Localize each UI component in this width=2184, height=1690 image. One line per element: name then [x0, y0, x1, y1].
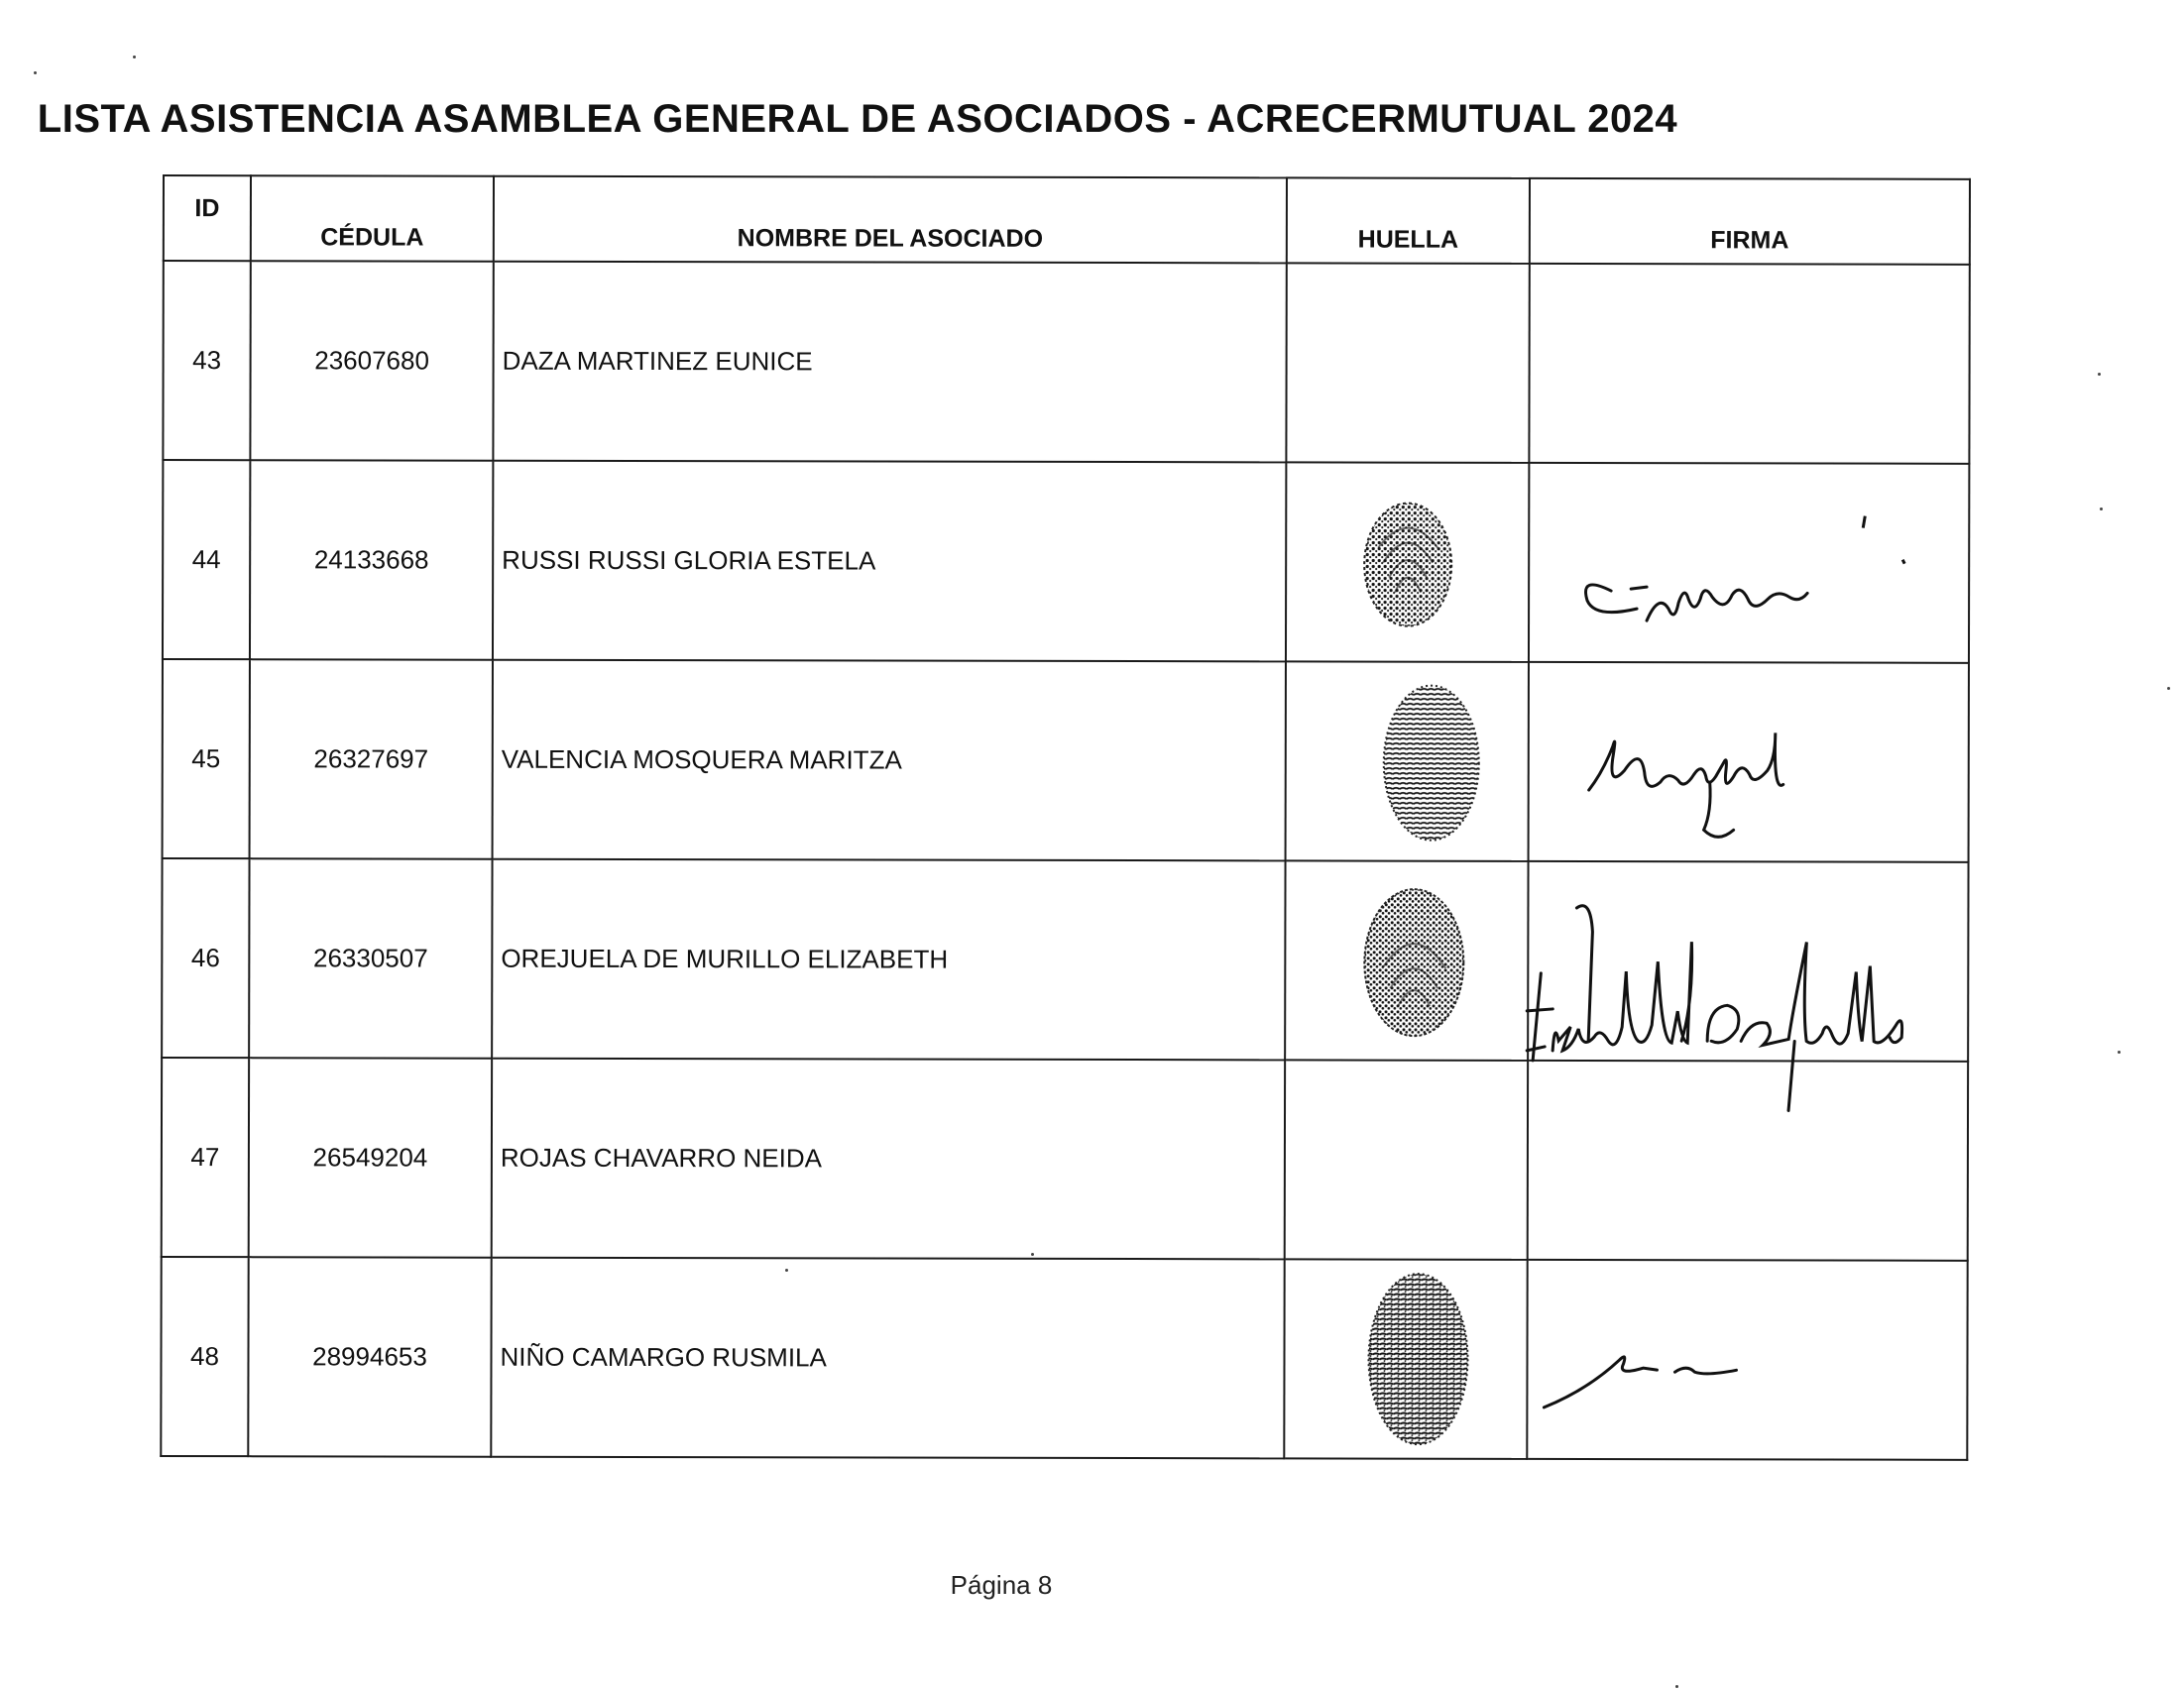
cell-id: 47 — [162, 1058, 249, 1257]
cell-id: 46 — [162, 858, 249, 1058]
cell-cedula: 28994653 — [248, 1257, 491, 1457]
cell-nombre: OREJUELA DE MURILLO ELIZABETH — [492, 859, 1285, 1061]
scan-speck — [1675, 1685, 1678, 1688]
cell-id: 43 — [163, 261, 250, 460]
cell-huella — [1285, 860, 1528, 1061]
header-huella: HUELLA — [1287, 177, 1530, 264]
cell-firma — [1528, 861, 1968, 1062]
cell-huella-empty — [1285, 1060, 1528, 1260]
cell-id: 45 — [163, 659, 250, 858]
cell-firma — [1529, 463, 1969, 663]
cell-firma-empty — [1528, 1061, 1968, 1261]
fingerprint-icon — [1358, 1268, 1477, 1451]
header-cedula: CÉDULA — [251, 175, 494, 262]
scan-speck — [2100, 507, 2103, 510]
header-id: ID — [164, 175, 251, 261]
cell-firma — [1529, 662, 1969, 862]
cell-firma — [1527, 1260, 1967, 1460]
cell-nombre: VALENCIA MOSQUERA MARITZA — [493, 660, 1286, 861]
fingerprint-icon — [1353, 493, 1462, 631]
cell-huella-empty — [1286, 263, 1529, 463]
cell-cedula: 26549204 — [249, 1058, 492, 1258]
cell-nombre: ROJAS CHAVARRO NEIDA — [492, 1059, 1285, 1260]
cell-id: 44 — [163, 460, 250, 659]
table-row — [163, 659, 1969, 862]
attendance-table — [160, 174, 1971, 1461]
table-row — [163, 261, 1969, 464]
cell-cedula: 26327697 — [250, 659, 493, 859]
table-row — [161, 1257, 1967, 1460]
scan-speck — [2098, 373, 2101, 376]
table-row — [162, 858, 1968, 1062]
signature-image — [1530, 663, 1970, 861]
scan-speck — [1031, 1253, 1034, 1256]
fingerprint-icon — [1354, 879, 1473, 1043]
cell-huella — [1284, 1259, 1527, 1459]
header-firma: FIRMA — [1530, 178, 1970, 265]
cell-nombre: DAZA MARTINEZ EUNICE — [493, 262, 1286, 463]
scan-speck — [34, 71, 37, 74]
cell-cedula: 26330507 — [249, 858, 492, 1059]
signature-image — [1528, 1261, 1968, 1459]
cell-nombre: NIÑO CAMARGO RUSMILA — [491, 1258, 1284, 1459]
header-nombre: NOMBRE DEL ASOCIADO — [494, 176, 1287, 264]
cell-id: 48 — [161, 1257, 248, 1456]
cell-cedula: 24133668 — [250, 460, 493, 660]
signature-image — [1530, 464, 1970, 662]
cell-huella — [1286, 661, 1529, 861]
document-title: LISTA ASISTENCIA ASAMBLEA GENERAL DE ASOCIADOS - ACRECERMUTUAL 2024 — [37, 97, 1678, 141]
cell-huella — [1286, 462, 1529, 662]
cell-nombre: RUSSI RUSSI GLORIA ESTELA — [493, 461, 1286, 662]
scan-speck — [2118, 1051, 2121, 1054]
cell-cedula: 23607680 — [250, 261, 493, 461]
scan-speck — [133, 56, 136, 58]
table-row — [162, 1058, 1968, 1261]
page-number: Página 8 — [950, 1570, 1053, 1600]
fingerprint-icon — [1371, 677, 1490, 845]
scan-speck — [785, 1269, 788, 1272]
table-header-row — [164, 175, 1970, 265]
scan-speck — [2167, 687, 2170, 690]
table-row — [163, 460, 1969, 663]
cell-firma-empty — [1529, 264, 1969, 464]
